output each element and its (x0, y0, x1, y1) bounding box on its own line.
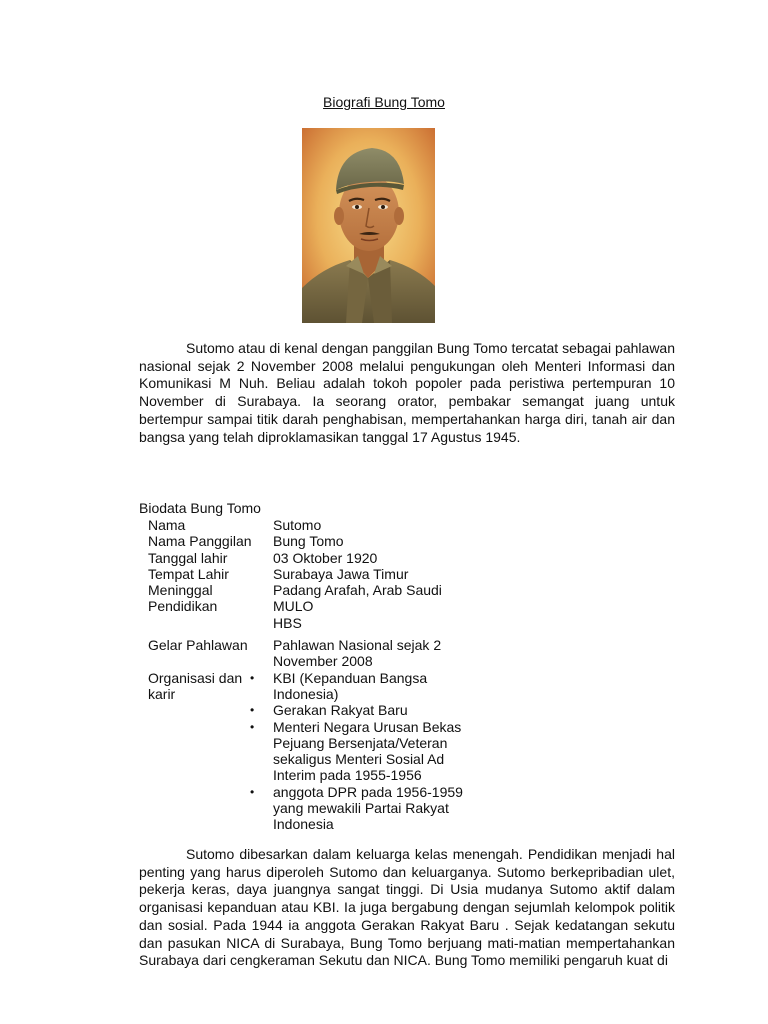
list-item (226, 702, 473, 718)
biodata-value: Padang Arafah, Arab Saudi (273, 582, 442, 599)
biodata-row-tempat-lahir (148, 566, 486, 582)
list-item-line: Pejuang Bersenjata/Veteran (273, 734, 448, 751)
organisasi-label-line: Organisasi dan (148, 669, 243, 686)
biodata-label: Nama (148, 517, 186, 533)
list-item-line: • KBI (Kepanduan Bangsa (273, 669, 428, 686)
biodata-heading: Biodata Bung Tomo (139, 500, 261, 516)
pendidikan-item: MULO (273, 598, 314, 615)
biodata-label: Gelar Pahlawan (148, 637, 248, 654)
biodata-table (148, 517, 486, 833)
intro-paragraph-text: Sutomo atau di kenal dengan panggilan Bung Tomo tercatat sebagai pahlawan nasional sejak 2 November 2008 melalui pengukungan oleh Menteri Informasi dan Komunikasi M Nuh. Beliau adalah tokoh popoler pada peristiwa pertempuran 10 November di Surabaya. Ia seorang orator, pembakar semangat juang untuk bertempur sampai titik darah penghabisan, mempertahankan harga diri, tanah air dan bangsa yang telah diproklamasikan tanggal 17 Agustus 1945. (139, 340, 675, 445)
biodata-label: Meninggal (148, 582, 213, 599)
organisasi-list (226, 670, 486, 833)
biodata-row-tanggal-lahir (148, 550, 486, 566)
list-item-line: Indonesia) (273, 685, 339, 702)
second-paragraph (139, 846, 675, 970)
pendidikan-item: HBS (273, 614, 302, 631)
biodata-value (226, 670, 486, 833)
list-item-line: sekaligus Menteri Sosial Ad (273, 751, 445, 768)
page-title: Biografi Bung Tomo (323, 94, 445, 110)
biodata-row-gelar (148, 637, 486, 670)
biodata-label: Tempat Lahir (148, 565, 229, 582)
biodata-value: Surabaya Jawa Timur (273, 565, 409, 582)
list-item-line: Indonesia (273, 816, 334, 833)
list-item-line: • Menteri Negara Urusan Bekas (273, 718, 462, 735)
portrait-painting (302, 128, 435, 323)
biodata-row-nama (148, 517, 486, 533)
list-item (226, 784, 473, 833)
list-item (226, 719, 473, 784)
list-item-line: Interim pada 1955-1956 (273, 767, 422, 784)
gelar-line: Pahlawan Nasional sejak 2 (273, 637, 442, 654)
second-paragraph-text: Sutomo dibesarkan dalam keluarga kelas menengah. Pendidikan menjadi hal penting yang harus diperoleh Sutomo dan keluarganya. Sutomo berkepribadian ulet, pekerja keras, daya juangnya sangat tinggi. Di Usia mudanya Sutomo aktif dalam organisasi kepanduan atau KBI. Ia juga bergabung dengan sejumlah kelompok politik dan sosial. Pada 1944 ia anggota Gerakan Rakyat Baru . Sejak kedatangan sekutu dan pasukan NICA di Surabaya, Bung Tomo berjuang mati-matian mempertahankan Surabaya dari cengkeraman Sekutu dan NICA. Bung Tomo memiliki pengaruh kuat di (139, 846, 675, 969)
biodata-label: Pendidikan (148, 598, 218, 615)
list-item-line: • Gerakan Rakyat Baru (273, 702, 408, 719)
intro-paragraph (139, 340, 675, 446)
biodata-label: Tanggal lahir (148, 549, 228, 566)
biodata-value: Sutomo (273, 517, 322, 533)
biodata-label: Nama Panggilan (148, 533, 252, 550)
biodata-value (273, 637, 473, 670)
biodata-row-organisasi (148, 670, 486, 833)
biodata-row-panggilan (148, 533, 486, 549)
list-item-line: • anggota DPR pada 1956-1959 (273, 783, 463, 800)
biodata-value: 03 Oktober 1920 (273, 549, 378, 566)
list-item (226, 670, 473, 703)
biodata-row-pendidikan (148, 598, 486, 631)
gelar-line: November 2008 (273, 653, 373, 670)
biodata-value: Bung Tomo (273, 533, 344, 550)
list-item-line: yang mewakili Partai Rakyat (273, 800, 449, 817)
biodata-row-meninggal (148, 582, 486, 598)
organisasi-label-line: karir (148, 685, 176, 702)
biodata-value (273, 598, 473, 631)
